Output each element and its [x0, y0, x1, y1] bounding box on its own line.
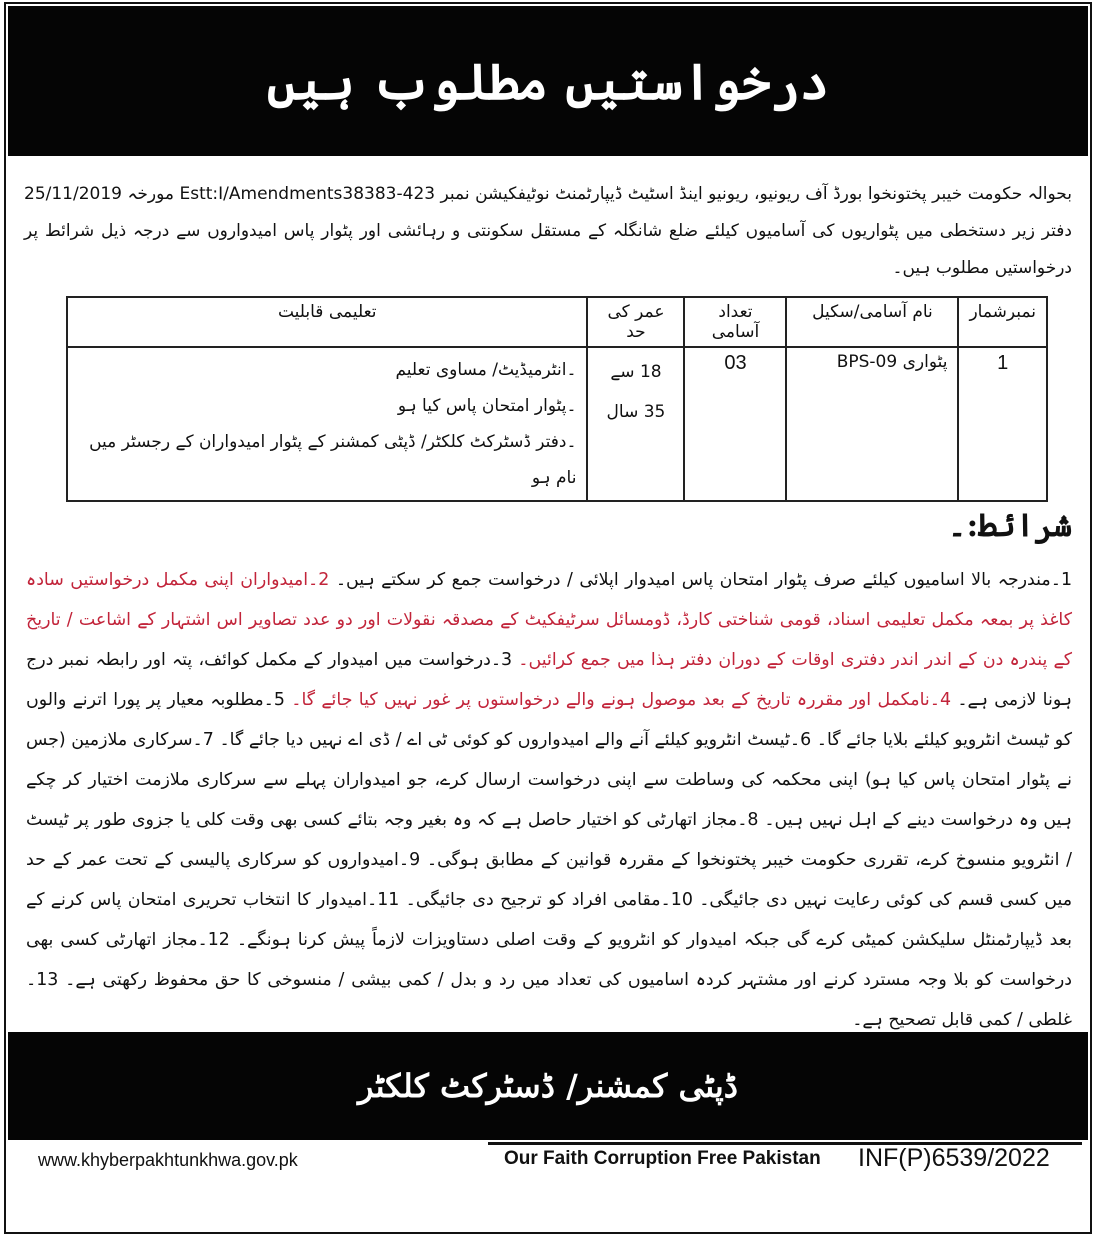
qualification-item: ۔دفتر ڈسٹرکٹ کلکٹر/ ڈپٹی کمشنر کے پٹوار امیدواران کے رجسٹر میں نام ہو — [89, 432, 577, 488]
qualification-item: ۔انٹرمیڈیٹ/ مساوی تعلیم — [395, 360, 577, 380]
intro-paragraph: بحوالہ حکومت خیبر پختونخوا بورڈ آف ریونیو، ریونیو اینڈ اسٹیٹ ڈیپارٹمنٹ نوٹیفکیشن نمبر Estt:I/Amendments38383-423 مورخہ 25/11/2019 دفتر زیر دستخطی میں پٹواریوں کی آسامیوں کیلئے ضلع شانگلہ کے مستقل سکونتی و رہائشی اور پٹوار پاس امیدواروں سے درجہ ذیل شرائط پر درخواستیں مطلوب ہیں۔ — [24, 184, 1073, 278]
header-post-count: تعداد آسامی — [684, 297, 786, 347]
condition-3: 3۔درخواست میں امیدوار کے مکمل کوائف، پتہ اور رابطہ نمبر درج ہونا لازمی ہے۔ — [26, 650, 1072, 710]
header-serial-no: نمبرشمار — [958, 297, 1047, 347]
signatory: ڈپٹی کمشنر/ ڈسٹرکٹ کلکٹر — [357, 1067, 739, 1105]
cell-qualification — [67, 347, 587, 501]
header-banner — [8, 6, 1088, 156]
age-from: 18 سے — [610, 362, 662, 382]
header-age-limit: عمر کی حد — [587, 297, 684, 347]
qualification-item: ۔پٹوار امتحان پاس کیا ہو — [397, 396, 577, 416]
condition-8: 8۔مجاز اتھارٹی کو اختیار حاصل ہے کہ وہ بغیر وجہ بتائے کسی بھی وقت کلی یا جزوی طور پر ٹیسٹ / انٹرویو منسوخ کرے، تقرری حکومت خیبر پختونخوا کے مقررہ قوانین کے مطابق ہوگی۔ — [26, 810, 1072, 870]
condition-1: 1۔مندرجہ بالا اسامیوں کیلئے صرف پٹوار امتحان پاس امیدوار اپلائی / درخواست جمع کر سکتے ہیں۔ — [335, 570, 1073, 590]
page-title: درخواستیں مطلوب ہیں — [266, 51, 830, 111]
table-row — [67, 347, 1047, 501]
header-qualification: تعلیمی قابلیت — [67, 297, 587, 347]
condition-6: 6۔ٹیسٹ انٹرویو کیلئے آنے والے امیدواروں کو کوئی ٹی اے / ڈی اے نہیں دیا جائے گا۔ — [219, 730, 812, 750]
slogan: Our Faith Corruption Free Pakistan — [504, 1148, 821, 1169]
condition-12: 12۔مجاز اتھارٹی کسی بھی درخواست کو بلا وجہ مسترد کرنے اور مشتہر کردہ اسامیوں کی تعداد میں رد و بدل / کمی بیشی / منسوخی کا حق محفوظ رکھتی ہے۔ — [26, 930, 1072, 990]
condition-5: 5۔مطلوبہ معیار پر پورا اترنے والوں کو ٹیسٹ انٹرویو کیلئے بلایا جائے گا۔ — [26, 690, 1072, 750]
table-header-row — [67, 297, 1047, 347]
signature-banner — [8, 1032, 1088, 1140]
website-link[interactable]: www.khyberpakhtunkhwa.gov.pk — [38, 1150, 298, 1170]
condition-13: 13۔غلطی / کمی قابل تصحیح ہے۔ — [26, 970, 1072, 1030]
cell-post-count: 03 — [684, 347, 786, 501]
condition-7: 7۔سرکاری ملازمین (جس نے پٹوار امتحان پاس کیا ہو) اپنی محکمہ کی وساطت سے اپنی درخواست ارسال کرے، جو امیدواران پہلے سے سرکاری ملازمت اختیار کر چکے ہیں وہ درخواست دینے کے اہل نہیں ہیں۔ — [26, 730, 1072, 830]
bottom-strip — [8, 1140, 1088, 1184]
conditions-text — [26, 560, 1072, 1040]
header-post-name: نام آسامی/سکیل — [786, 297, 958, 347]
conditions-heading: شرائط:۔ — [947, 506, 1072, 544]
cell-age-limit — [587, 347, 684, 501]
age-to: 35 سال — [606, 402, 666, 422]
cell-post-name: پٹواری BPS-09 — [786, 347, 958, 501]
reference-number: INF(P)6539/2022 — [858, 1144, 1050, 1172]
posts-table — [66, 296, 1048, 502]
condition-2: 2۔امیدواران اپنی مکمل درخواستیں سادہ کاغذ پر بمعہ مکمل تعلیمی اسناد، قومی شناختی کارڈ، ڈومسائل سرٹیفکیٹ کے مصدقہ نقولات اور دو عدد تصاویر اس اشتہار کے اشاعت / تاریخ کے پندرہ دن کے اندر اندر دفتری اوقات کے دوران دفتر ہذا میں جمع کرائیں۔ — [26, 570, 1072, 670]
condition-10: 10۔مقامی افراد کو ترجیح دی جائیگی۔ — [405, 890, 693, 910]
condition-11: 11۔امیدوار کا انتخاب تحریری امتحان پاس کرنے کے بعد ڈیپارٹمنٹل سلیکشن کمیٹی کرے گی جبکہ امیدوار کو انٹرویو کے وقت اصلی دستاویزات لازماً پیش کرنا ہونگے۔ — [26, 890, 1073, 950]
condition-4: 4۔نامکمل اور مقررہ تاریخ کے بعد موصول ہونے والے درخواستوں پر غور نہیں کیا جائے گا۔ — [291, 690, 952, 710]
cell-serial-no: 1 — [958, 347, 1047, 501]
condition-9: 9۔امیدواروں کو سرکاری پالیسی کے تحت عمر کے حد میں کسی قسم کی کوئی رعایت نہیں دی جائیگی۔ — [26, 850, 1073, 910]
